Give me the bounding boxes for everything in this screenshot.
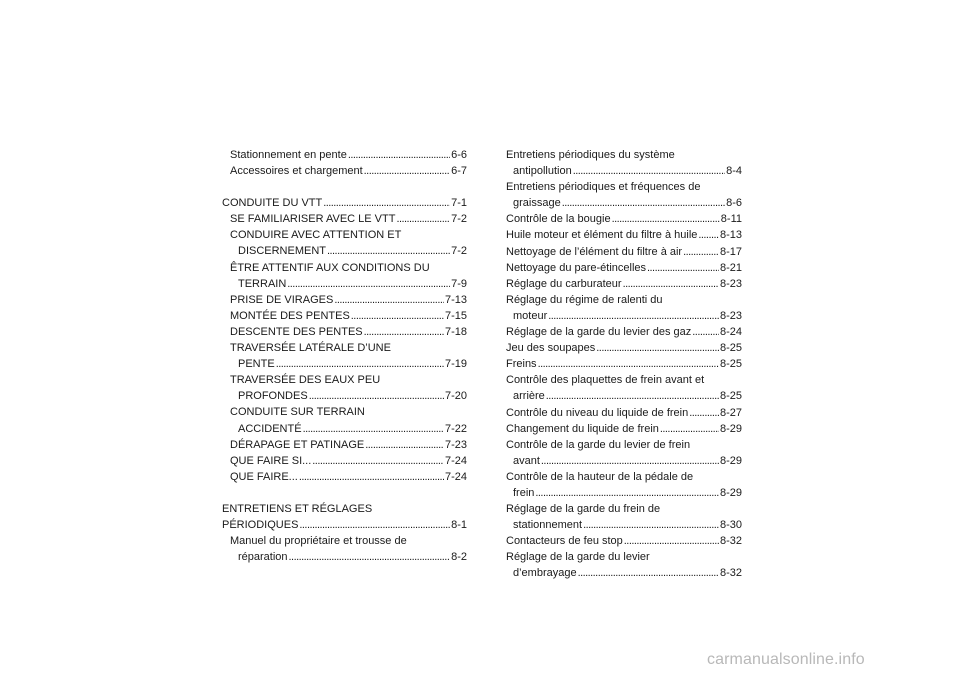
toc-entry-title: Contrôle de la bougie bbox=[506, 213, 611, 226]
toc-entry-title: Nettoyage de l’élément du filtre à air bbox=[506, 245, 683, 258]
dot-leader bbox=[276, 356, 444, 372]
toc-page-number: 8-1 bbox=[451, 518, 467, 531]
toc-entry[interactable] bbox=[222, 437, 467, 453]
toc-entry[interactable] bbox=[222, 195, 467, 211]
toc-entry-title: DÉRAPAGE ET PATINAGE bbox=[230, 438, 365, 451]
dot-leader bbox=[327, 243, 450, 259]
toc-entry[interactable] bbox=[222, 340, 467, 372]
section-gap bbox=[222, 485, 467, 501]
watermark: carmanualsonline.info bbox=[707, 651, 865, 668]
toc-entry[interactable] bbox=[506, 340, 742, 356]
toc-entry-title: Nettoyage du pare-étincelles bbox=[506, 261, 647, 274]
toc-entry[interactable] bbox=[222, 324, 467, 340]
toc-page-number: 8-29 bbox=[719, 486, 742, 499]
section-gap bbox=[222, 179, 467, 195]
toc-entry[interactable] bbox=[506, 211, 742, 227]
toc-page-number: 8-6 bbox=[726, 197, 742, 210]
toc-entry-title: Entretiens périodiques du système bbox=[506, 149, 675, 161]
toc-entry-title: Réglage du carburateur bbox=[506, 277, 622, 290]
toc-entry-title: CONDUITE SUR TERRAIN bbox=[230, 406, 365, 419]
toc-entry-title: ENTRETIENS ET RÉGLAGES bbox=[222, 502, 373, 515]
dot-leader bbox=[660, 421, 719, 437]
dot-leader bbox=[309, 388, 444, 404]
toc-entry-title: PROFONDES bbox=[238, 390, 308, 403]
toc-entry[interactable] bbox=[506, 260, 742, 276]
dot-leader bbox=[596, 340, 719, 356]
toc-page-number: 8-29 bbox=[719, 422, 742, 435]
dot-leader bbox=[396, 211, 450, 227]
toc-entry[interactable] bbox=[222, 404, 467, 436]
toc-entry-title: réparation bbox=[238, 551, 288, 564]
toc-entry-title: PRISE DE VIRAGES bbox=[230, 293, 334, 306]
toc-entry[interactable] bbox=[222, 469, 467, 485]
toc-entry[interactable] bbox=[506, 549, 742, 581]
dot-leader bbox=[323, 195, 450, 211]
toc-page-number: 8-11 bbox=[720, 213, 742, 226]
toc-entry-title: Changement du liquide de frein bbox=[506, 422, 659, 435]
toc-entry-title: DESCENTE DES PENTES bbox=[230, 325, 363, 338]
toc-entry-title: SE FAMILIARISER AVEC LE VTT bbox=[230, 213, 396, 226]
dot-leader bbox=[612, 211, 720, 227]
toc-entry-title: Réglage de la garde du levier des gaz bbox=[506, 326, 692, 339]
toc-page-number: 8-13 bbox=[719, 229, 742, 242]
dot-leader bbox=[289, 549, 451, 565]
dot-leader bbox=[535, 485, 719, 501]
toc-page-number: 8-23 bbox=[719, 277, 742, 290]
toc-entry-title: Contrôle de la hauteur de la pédale de bbox=[506, 470, 694, 483]
toc-entry[interactable] bbox=[222, 211, 467, 227]
toc-entry[interactable] bbox=[222, 308, 467, 324]
toc-page-number: 8-25 bbox=[719, 342, 742, 355]
toc-entry-title: Accessoires et chargement bbox=[230, 165, 363, 178]
dot-leader bbox=[299, 469, 444, 485]
toc-entry-title: DISCERNEMENT bbox=[238, 245, 327, 258]
toc-entry[interactable] bbox=[222, 227, 467, 259]
toc-entry[interactable] bbox=[506, 501, 742, 533]
toc-page-number: 7-9 bbox=[451, 277, 467, 290]
toc-entry[interactable] bbox=[222, 533, 467, 565]
dot-leader bbox=[312, 453, 444, 469]
toc-entry-title: Jeu des soupapes bbox=[506, 342, 596, 355]
toc-page-number: 7-18 bbox=[444, 325, 467, 338]
dot-leader bbox=[583, 517, 719, 533]
dot-leader bbox=[351, 308, 444, 324]
toc-page-number: 8-2 bbox=[451, 551, 467, 564]
toc-page-number: 8-32 bbox=[719, 535, 742, 548]
toc-page-number: 8-23 bbox=[719, 309, 742, 322]
dot-leader bbox=[538, 356, 719, 372]
dot-leader bbox=[287, 276, 450, 292]
toc-page-number: 8-29 bbox=[719, 454, 742, 467]
dot-leader bbox=[364, 163, 450, 179]
toc-page-number: 8-24 bbox=[719, 326, 742, 339]
toc-entry-title: d’embrayage bbox=[513, 567, 577, 580]
toc-page-number: 8-30 bbox=[719, 519, 742, 532]
toc-entry-title: QUE FAIRE SI... bbox=[230, 454, 312, 467]
toc-entry-title: moteur bbox=[513, 309, 548, 322]
dot-leader bbox=[303, 421, 444, 437]
toc-entry[interactable] bbox=[506, 179, 742, 211]
toc-entry-title: Contrôle des plaquettes de frein avant et bbox=[506, 374, 705, 387]
toc-left-column bbox=[222, 147, 467, 565]
toc-entry-title: CONDUIRE AVEC ATTENTION ET bbox=[230, 229, 402, 242]
toc-page-number: 7-22 bbox=[444, 422, 467, 435]
toc-entry[interactable] bbox=[222, 163, 467, 179]
toc-entry[interactable] bbox=[222, 372, 467, 404]
toc-entry[interactable] bbox=[506, 244, 742, 260]
toc-page-number: 7-13 bbox=[444, 293, 467, 306]
toc-entry-title: frein bbox=[513, 486, 535, 499]
toc-entry-title: ACCIDENTÉ bbox=[238, 422, 302, 435]
toc-page-number: 7-19 bbox=[444, 358, 467, 371]
toc-entry[interactable] bbox=[506, 421, 742, 437]
toc-entry-title: graissage bbox=[513, 197, 561, 210]
dot-leader bbox=[546, 388, 719, 404]
toc-entry-title: TRAVERSÉE DES EAUX PEU bbox=[230, 374, 381, 387]
toc-page-number: 7-2 bbox=[451, 213, 467, 226]
dot-leader bbox=[548, 308, 719, 324]
toc-entry-title: arrière bbox=[513, 390, 545, 403]
dot-leader bbox=[365, 437, 444, 453]
toc-entry[interactable] bbox=[506, 324, 742, 340]
toc-entry[interactable] bbox=[506, 405, 742, 421]
toc-page-number: 6-6 bbox=[451, 149, 467, 161]
toc-page-number: 7-24 bbox=[444, 470, 467, 483]
toc-entry[interactable] bbox=[506, 292, 742, 324]
toc-entry-title: Réglage de la garde du frein de bbox=[506, 503, 661, 516]
dot-leader bbox=[562, 195, 725, 211]
toc-entry[interactable] bbox=[506, 437, 742, 469]
toc-page-number: 8-17 bbox=[719, 245, 742, 258]
toc-entry-title: ÊTRE ATTENTIF AUX CONDITIONS DU bbox=[230, 261, 430, 274]
dot-leader bbox=[683, 244, 719, 260]
dot-leader bbox=[698, 227, 719, 243]
toc-entry[interactable] bbox=[222, 453, 467, 469]
toc-entry[interactable] bbox=[506, 469, 742, 501]
dot-leader bbox=[647, 260, 719, 276]
toc-entry-title: avant bbox=[513, 454, 540, 467]
toc-entry[interactable] bbox=[506, 227, 742, 243]
toc-page-number: 8-21 bbox=[719, 261, 742, 274]
toc-entry[interactable] bbox=[506, 356, 742, 372]
toc-entry-title: Stationnement en pente bbox=[230, 149, 347, 161]
toc-entry-title: MONTÉE DES PENTES bbox=[230, 309, 350, 322]
toc-entry-title: Contrôle du niveau du liquide de frein bbox=[506, 406, 689, 419]
toc-entry-title: Réglage du régime de ralenti du bbox=[506, 293, 663, 306]
dot-leader bbox=[689, 405, 719, 421]
toc-page-number: 8-25 bbox=[719, 358, 742, 371]
toc-entry[interactable] bbox=[506, 533, 742, 549]
toc-entry-title: QUE FAIRE... bbox=[230, 470, 298, 483]
dot-leader bbox=[364, 324, 444, 340]
toc-entry[interactable] bbox=[222, 292, 467, 308]
toc-page-number: 7-20 bbox=[444, 390, 467, 403]
toc-entry-title: Contacteurs de feu stop bbox=[506, 535, 623, 548]
dot-leader bbox=[573, 163, 725, 179]
toc-entry-title: antipollution bbox=[513, 165, 572, 178]
toc-entry-title: Entretiens périodiques et fréquences de bbox=[506, 181, 701, 194]
toc-page-number: 8-27 bbox=[719, 406, 742, 419]
toc-page-number: 7-24 bbox=[444, 454, 467, 467]
toc-entry[interactable] bbox=[222, 147, 467, 163]
toc-page-number: 8-25 bbox=[719, 390, 742, 403]
toc-right-column bbox=[506, 147, 742, 582]
toc-page-number: 8-4 bbox=[726, 165, 742, 178]
toc-entry-title: PÉRIODIQUES bbox=[222, 518, 299, 531]
toc-page-number: 7-15 bbox=[444, 309, 467, 322]
dot-leader bbox=[623, 276, 719, 292]
toc-page-number: 6-7 bbox=[451, 165, 467, 178]
toc-entry-title: Contrôle de la garde du levier de frein bbox=[506, 438, 691, 451]
toc-entry-title: Manuel du propriétaire et trousse de bbox=[230, 535, 407, 548]
toc-entry-title: Réglage de la garde du levier bbox=[506, 551, 650, 564]
toc-entry-title: stationnement bbox=[513, 519, 583, 532]
toc-entry[interactable] bbox=[506, 372, 742, 404]
dot-leader bbox=[624, 533, 719, 549]
toc-entry-title: TRAVERSÉE LATÉRALE D’UNE bbox=[230, 342, 391, 355]
dot-leader bbox=[348, 147, 450, 163]
dot-leader bbox=[541, 453, 719, 469]
toc-entry-title: PENTE bbox=[238, 358, 275, 371]
toc-entry-title: Freins bbox=[506, 358, 537, 371]
toc-entry-title: CONDUITE DU VTT bbox=[222, 197, 323, 210]
dot-leader bbox=[692, 324, 719, 340]
dot-leader bbox=[299, 517, 450, 533]
toc-entry-title: TERRAIN bbox=[238, 277, 287, 290]
toc-page-number: 8-32 bbox=[719, 567, 742, 580]
toc-entry[interactable] bbox=[222, 260, 467, 292]
toc-entry[interactable] bbox=[506, 276, 742, 292]
toc-page-number: 7-23 bbox=[444, 438, 467, 451]
dot-leader bbox=[334, 292, 444, 308]
toc-page-number: 7-2 bbox=[451, 245, 467, 258]
toc-entry[interactable] bbox=[506, 147, 742, 179]
toc-page-number: 7-1 bbox=[451, 197, 467, 210]
toc-entry-title: Huile moteur et élément du filtre à huile bbox=[506, 229, 698, 242]
toc-entry[interactable] bbox=[222, 501, 467, 533]
dot-leader bbox=[578, 565, 719, 581]
